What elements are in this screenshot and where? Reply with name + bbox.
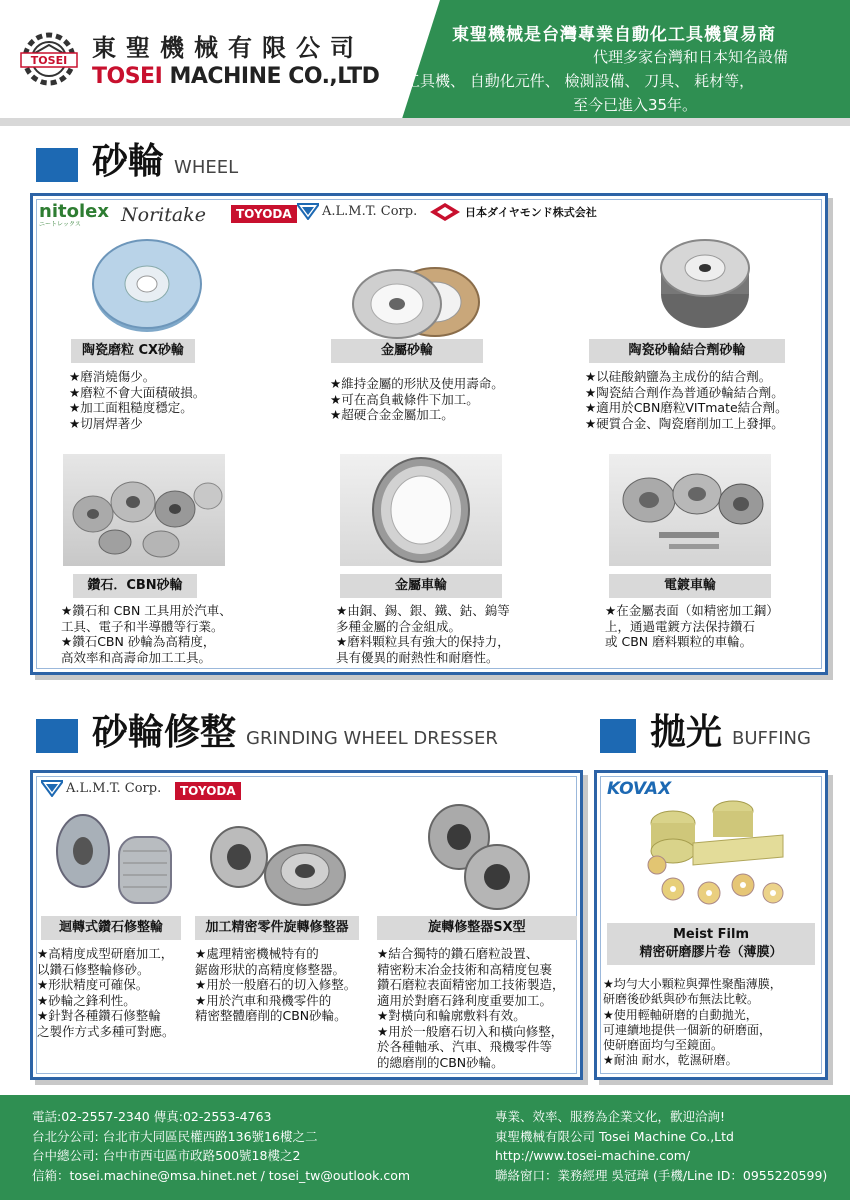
- metal-bond-wheel-photo: [340, 454, 502, 566]
- diamond-cbn-description: ★鑽石和 CBN 工具用於汽車、 工具、電子和半導體等行業。 ★鑽石CBN 砂輪為高精度， 高效率和高壽命加工工具。: [61, 603, 232, 665]
- page-footer: [0, 1095, 850, 1200]
- vitrified-wheel-label: 陶瓷砂輪結合劑砂輪: [589, 339, 785, 363]
- electroplated-description: ★在金屬表面（如精密加工鋼） 上，通過電鍍方法保持鑽石 或 CBN 磨料顆粒的車輪。: [605, 603, 779, 649]
- header-divider: [0, 118, 850, 126]
- rotary-diamond-dresser-label: 迴轉式鑽石修整輪: [41, 916, 181, 940]
- diamond-cbn-wheels-photo: [63, 454, 225, 566]
- almt-logo-icon: [41, 779, 63, 797]
- vitrified-wheel-description: ★以硅酸鈉鹽為主成份的結合劑。 ★陶瓷結合劑作為普通砂輪結合劑。 ★適用於CBN磨粒VITmate結合劑。 ★硬質合金、陶瓷磨削加工上發揮。: [585, 369, 788, 431]
- meist-film-label: Meist Film 精密研磨膠片卷（薄膜）: [607, 923, 815, 965]
- header-tagline: 東聖機械是台灣專業自動化工具機貿易商: [452, 25, 776, 45]
- footer-slogan: 專業、效率、服務為企業文化，歡迎洽詢!: [495, 1109, 726, 1124]
- section-marker: [36, 719, 78, 753]
- dresser-brand-almt: A.L.M.T. Corp.: [41, 779, 161, 797]
- brand-noritake: Noritake: [121, 204, 206, 226]
- section-marker: [36, 148, 78, 182]
- dresser-brand-toyoda: TOYODA: [175, 782, 241, 800]
- header-line-2: 代理多家台灣和日本知名設備: [592, 48, 788, 66]
- brand-nihon-diamond: 日本ダイヤモンド株式会社: [429, 202, 597, 222]
- meist-film-rolls-image: [633, 793, 801, 911]
- buffing-section-frame: [594, 770, 828, 1080]
- precision-rotary-dresser-description: ★處理精密機械特有的 鋸齒形狀的高精度修整器。 ★用於一般磨石的切入修整。 ★用於汽車和飛機零件的 精密整體磨削的CBN砂輪。: [195, 946, 357, 1023]
- brand-kovax: KOVAX: [607, 779, 672, 799]
- footer-taipei-address: 台北分公司: 台北市大同區民權西路136號16樓之二: [32, 1128, 318, 1144]
- cx-wheel-label: 陶瓷磨粒 CX砂輪: [71, 339, 195, 363]
- footer-contact-person: 聯絡窗口：業務經理 吳冠璋 (手機/Line ID：0955220599): [495, 1167, 828, 1183]
- rotary-diamond-dresser-image: [49, 807, 183, 913]
- cx-wheel-image: [87, 236, 207, 334]
- brand-toyoda: TOYODA: [231, 205, 297, 223]
- almt-logo-icon: [297, 202, 319, 220]
- electroplated-wheels-photo: [609, 454, 771, 566]
- vitrified-bond-wheel-image: [653, 236, 753, 334]
- header-line-3: 工具機、 自動化元件、 檢測設備、 刀具、 耗材等，: [405, 72, 755, 90]
- wheel-section-title: 砂輪 WHEEL: [36, 142, 238, 182]
- header-line-4: 至今已進入35年。: [572, 96, 698, 114]
- diamond-logo-icon: [429, 202, 461, 222]
- metal-wheel2-label: 金屬車輪: [340, 574, 502, 598]
- metal-wheel-label: 金屬砂輪: [331, 339, 483, 363]
- metal-wheel2-description: ★由銅、錫、銀、鐵、鈷、鎢等 多種金屬的合金組成。 ★磨料顆粒具有強大的保持力， 具有優異的耐熱性和耐磨性。: [336, 603, 510, 665]
- footer-contact-right: [495, 1107, 827, 1185]
- svg-text:TOSEI: TOSEI: [30, 54, 68, 67]
- rotary-diamond-dresser-description: ★高精度成型研磨加工， 以鑽石修整輪修砂。 ★形狀精度可確保。 ★砂輪之鋒利性。 ★針對各種鑽石修整輪 之製作方式多種可對應。: [37, 946, 175, 1039]
- cx-wheel-description: ★磨消燒傷少。 ★磨粒不會大面積破損。 ★加工面粗糙度穩定。 ★切屑焊著少: [69, 369, 206, 431]
- section-marker: [600, 719, 636, 753]
- footer-contact-left: [32, 1107, 410, 1185]
- metal-wheel-image: [351, 264, 481, 342]
- wheel-section-frame: [30, 193, 828, 675]
- metal-wheel-description: ★維持金屬的形狀及使用壽命。 ★可在高負載條件下加工。 ★超硬合金金屬加工。: [330, 376, 504, 422]
- brand-nitolex: nitolex ニートレックス: [39, 201, 109, 228]
- meist-film-description: ★均勻大小顆粒與彈性聚酯薄膜， 研磨後砂紙與砂布無法比較。 ★使用輕軸研磨的自動拋光， 可連續地提供一個新的研磨面， 使研磨面均勻至鏡面。 ★耐油 耐水，乾濕研磨。: [603, 977, 782, 1068]
- precision-rotary-dresser-label: 加工精密零件旋轉修整器: [195, 916, 359, 940]
- footer-phone: 電話:02-2557-2340 傳真:02-2553-4763: [32, 1109, 272, 1124]
- company-name-cn: 東聖機械有限公司: [92, 34, 364, 62]
- brand-almt: A.L.M.T. Corp.: [297, 202, 417, 220]
- buffing-section-title: 拋光 BUFFING: [600, 713, 811, 753]
- page-header: [0, 0, 850, 125]
- diamond-cbn-label: 鑽石．CBN砂輪: [73, 574, 197, 598]
- company-name-en: TOSEI MACHINE CO.,LTD: [92, 64, 380, 89]
- footer-email[interactable]: 信箱：tosei.machine@msa.hinet.net / tosei_tw@outlook.com: [32, 1167, 411, 1183]
- rotary-dresser-sx-label: 旋轉修整器SX型: [377, 916, 577, 940]
- rotary-dresser-sx-image: [419, 795, 539, 913]
- footer-taichung-address: 台中總公司: 台中市西屯區市政路500號18樓之2: [32, 1148, 301, 1163]
- footer-company: 東聖機械有限公司 Tosei Machine Co.,Ltd: [495, 1128, 734, 1144]
- precision-rotary-dresser-image: [203, 817, 353, 909]
- footer-website-link[interactable]: http://www.tosei-machine.com/: [495, 1148, 691, 1163]
- electroplated-label: 電鍍車輪: [609, 574, 771, 598]
- rotary-dresser-sx-description: ★結合獨特的鑽石磨粒設置、 精密粉末冶金技術和高精度包裹 鑽石磨粒表面精密加工技術製造， 適用於對磨石鋒利度重要加工。 ★對橫向和輪廓敷料有效。 ★用於一般磨石切入和橫向修整， 於各種軸承、汽車、飛機零件等 的總磨削的CBN砂輪。: [377, 946, 565, 1070]
- dresser-section-frame: [30, 770, 583, 1080]
- dresser-section-title: 砂輪修整 GRINDING WHEEL DRESSER: [36, 713, 498, 753]
